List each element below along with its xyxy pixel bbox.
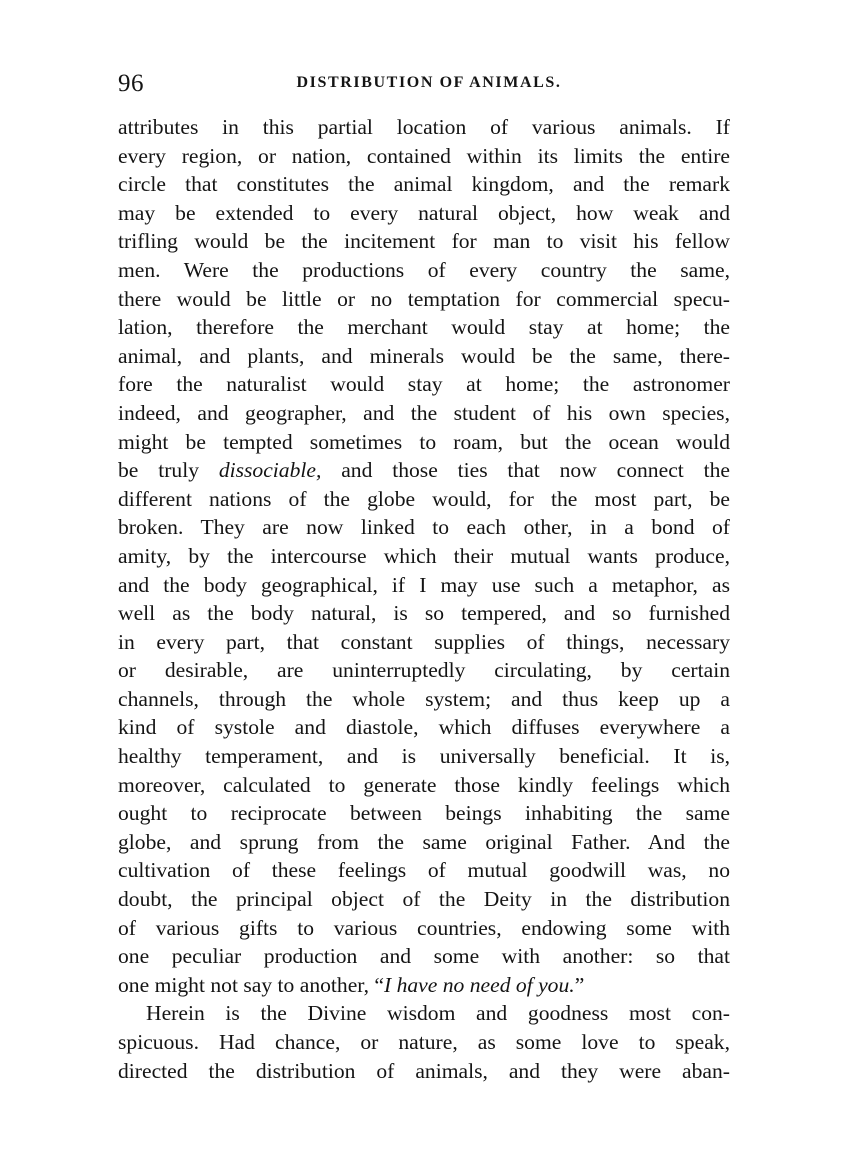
body-text [118, 113, 730, 1085]
italic-quote: I have no need of you. [384, 972, 575, 997]
text-line: there would be little or no temptation for commercial specu- [118, 286, 730, 311]
text-line: fore the naturalist would stay at home; the astronomer [118, 372, 730, 397]
text-line: ought to reciprocate between beings inhabiting the same [118, 801, 730, 826]
text-line: men. Were the productions of every country the same, [118, 257, 730, 282]
text-line-with-italic [118, 971, 730, 1000]
text-line: doubt, the principal object of the Deity in the distribution [118, 887, 730, 912]
text-line-with-italic [118, 456, 730, 485]
text-line: trifling would be the incitement for man to visit his fellow [118, 229, 730, 254]
text-line: indeed, and geographer, and the student of his own species, [118, 400, 730, 425]
text-line: may be extended to every natural object, how weak and [118, 200, 730, 225]
text-line: and the body geographical, if I may use such a metaphor, as [118, 572, 730, 597]
text-line: of various gifts to various countries, endowing some with [118, 915, 730, 940]
text-line: cultivation of these feelings of mutual goodwill was, no [118, 858, 730, 883]
paragraph-start-line: Herein is the Divine wisdom and goodness most con- [146, 1001, 730, 1026]
text-line: healthy temperament, and is universally beneficial. It is, [118, 744, 730, 769]
text-line: circle that constitutes the animal kingdom, and the remark [118, 172, 730, 197]
text-line: directed the distribution of animals, and they were aban- [118, 1058, 730, 1083]
text-line: spicuous. Had chance, or nature, as some love to speak, [118, 1030, 730, 1054]
text-line: globe, and sprung from the same original Father. And the [118, 829, 730, 854]
text-line: might be tempted sometimes to roam, but the ocean would [118, 429, 730, 454]
text-line: one peculiar production and some with another: so that [118, 944, 730, 969]
text-segment: and those ties that now connect the [321, 458, 730, 483]
text-segment: ” [574, 972, 585, 997]
text-line: moreover, calculated to generate those kindly feelings which [118, 772, 730, 797]
text-segment: one might not say to another, “ [118, 972, 384, 997]
running-head [118, 70, 730, 102]
italic-word: dissociable, [218, 458, 322, 483]
text-line: kind of systole and diastole, which diffuses everywhere a [118, 715, 730, 740]
text-line: well as the body natural, is so tempered, and so furnished [118, 601, 730, 626]
page-number: 96 [118, 70, 144, 97]
text-segment: be truly [118, 458, 219, 483]
text-line: different nations of the globe would, for the most part, be [118, 486, 730, 511]
text-line: animal, and plants, and minerals would be the same, there- [118, 343, 730, 368]
text-line: amity, by the intercourse which their mutual wants produce, [118, 543, 730, 568]
text-line: every region, or nation, contained within its limits the entire [118, 143, 730, 168]
text-line: in every part, that constant supplies of things, necessary [118, 629, 730, 654]
running-title: DISTRIBUTION OF ANIMALS. [296, 74, 562, 91]
text-line: lation, therefore the merchant would stay at home; the [118, 315, 730, 340]
text-line: or desirable, are uninterruptedly circulating, by certain [118, 658, 730, 683]
text-line: attributes in this partial location of various animals. If [118, 115, 730, 139]
text-line: broken. They are now linked to each other, in a bond of [118, 515, 730, 540]
text-line: channels, through the whole system; and thus keep up a [118, 686, 730, 711]
